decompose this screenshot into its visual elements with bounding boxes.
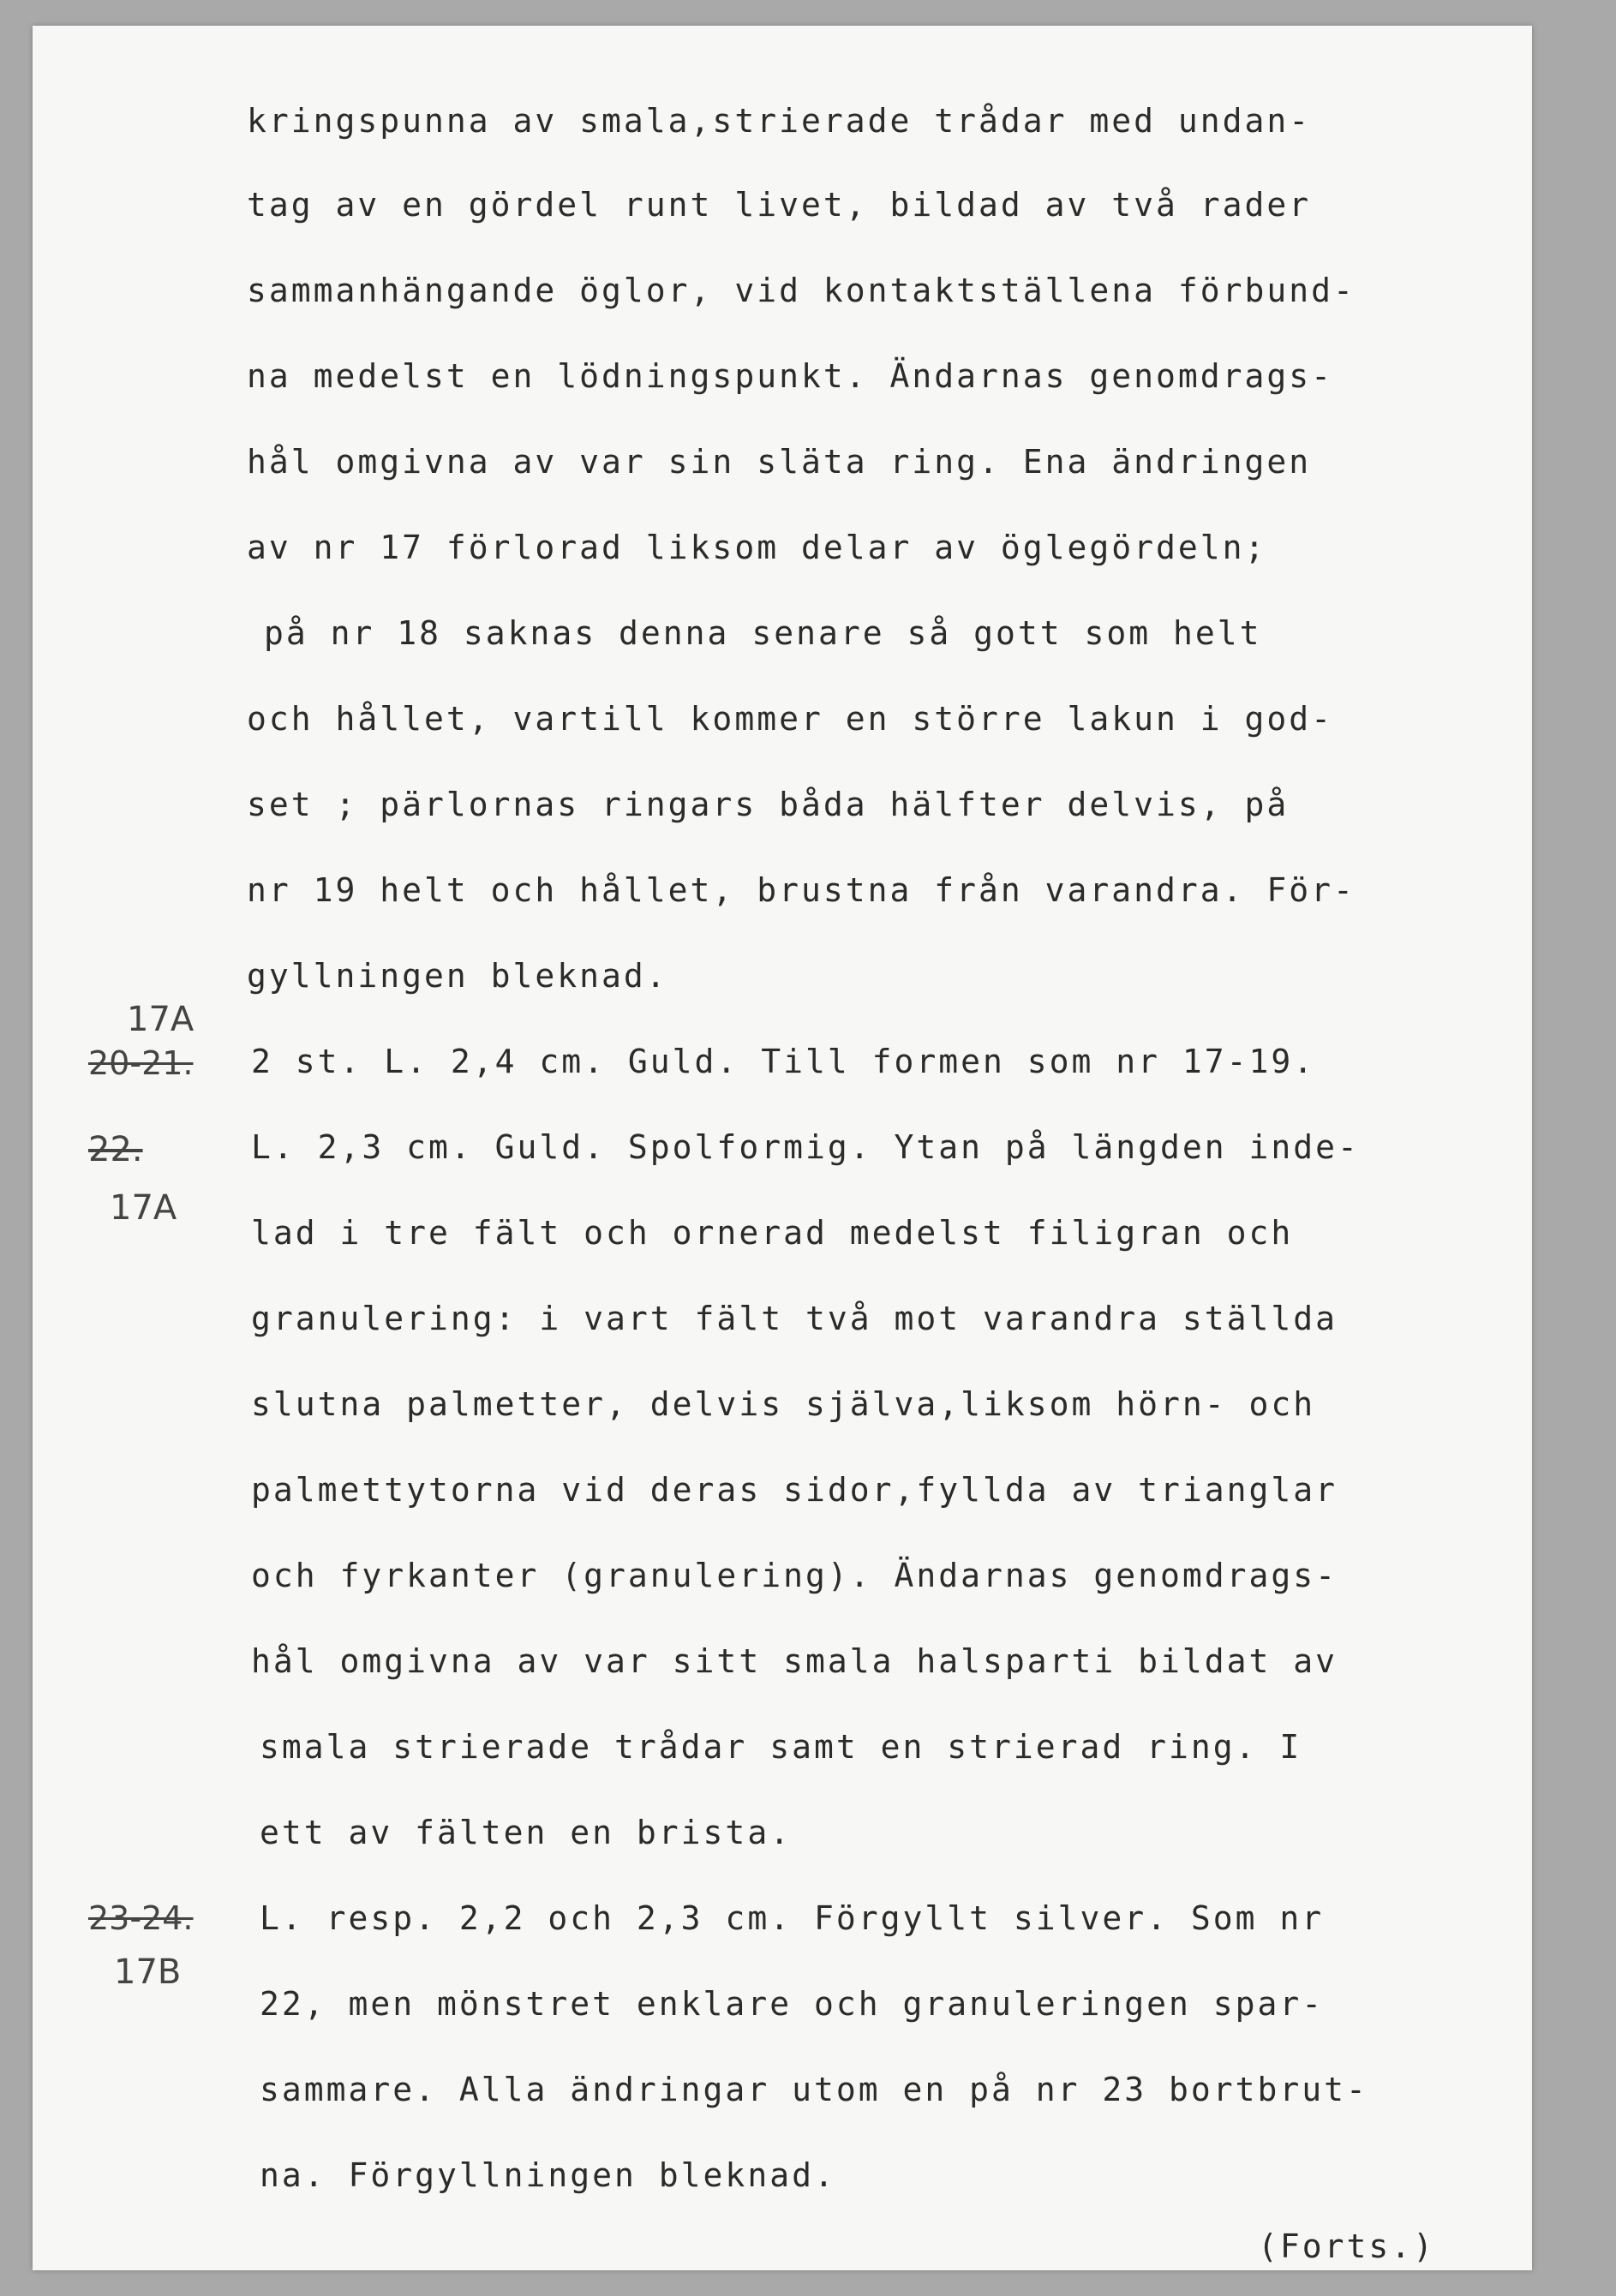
text-line-15: granulering: i vart fält två mot varandra ställda <box>251 1300 1338 1337</box>
text-line-12: 2 st. L. 2,4 cm. Guld. Till formen som nr 17-19. <box>251 1043 1316 1080</box>
margin-note-22: 22. <box>88 1130 143 1169</box>
text-line-8: och hållet, vartill kommer en större lakun i god- <box>247 700 1334 738</box>
text-line-20: smala strierade trådar samt en strierad ring. I <box>260 1728 1302 1766</box>
text-line-14: lad i tre fält och ornerad medelst filigran och <box>251 1214 1294 1252</box>
text-line-22: L. resp. 2,2 och 2,3 cm. Förgyllt silver. Som nr <box>260 1899 1325 1937</box>
document-page <box>33 26 1532 2270</box>
text-line-19: hål omgivna av var sitt smala halsparti bildat av <box>251 1642 1338 1680</box>
text-line-16: slutna palmetter, delvis själva,liksom hörn- och <box>251 1385 1316 1423</box>
text-line-18: och fyrkanter (granulering). Ändarnas genomdrags- <box>251 1557 1338 1594</box>
continued-note: (Forts.) <box>1258 2227 1436 2265</box>
margin-note-17a-second: 17A <box>110 1188 177 1228</box>
text-line-25: na. Förgyllningen bleknad. <box>260 2156 836 2194</box>
text-line-10: nr 19 helt och hållet, brustna från varandra. För- <box>247 871 1356 909</box>
margin-note-23-24: 23-24. <box>88 1899 194 1937</box>
text-line-9: set ; pärlornas ringars båda hälfter delvis, på <box>247 786 1290 823</box>
text-line-23: 22, men mönstret enklare och granuleringen spar- <box>260 1985 1325 2023</box>
text-line-7: på nr 18 saknas denna senare så gott som helt <box>264 614 1262 652</box>
text-line-24: sammare. Alla ändringar utom en på nr 23 bortbrut- <box>260 2071 1368 2108</box>
text-line-4: na medelst en lödningspunkt. Ändarnas genomdrags- <box>247 357 1334 395</box>
margin-note-17b: 17B <box>114 1952 182 1992</box>
text-line-5: hål omgivna av var sin släta ring. Ena ändringen <box>247 443 1312 481</box>
margin-note-20-21: 20-21. <box>88 1044 194 1082</box>
text-line-11: gyllningen bleknad. <box>247 957 668 995</box>
text-line-6: av nr 17 förlorad liksom delar av öglegördeln; <box>247 529 1267 566</box>
margin-note-17a-top: 17A <box>127 1000 195 1039</box>
text-line-13: L. 2,3 cm. Guld. Spolformig. Ytan på längden inde- <box>251 1128 1360 1166</box>
text-line-3: sammanhängande öglor, vid kontaktställena förbund- <box>247 272 1356 309</box>
text-line-1: kringspunna av smala,strierade trådar med undan- <box>247 102 1312 140</box>
text-line-17: palmettytorna vid deras sidor,fyllda av trianglar <box>251 1471 1338 1509</box>
text-line-2: tag av en gördel runt livet, bildad av två rader <box>247 186 1312 224</box>
text-line-21: ett av fälten en brista. <box>260 1814 793 1851</box>
